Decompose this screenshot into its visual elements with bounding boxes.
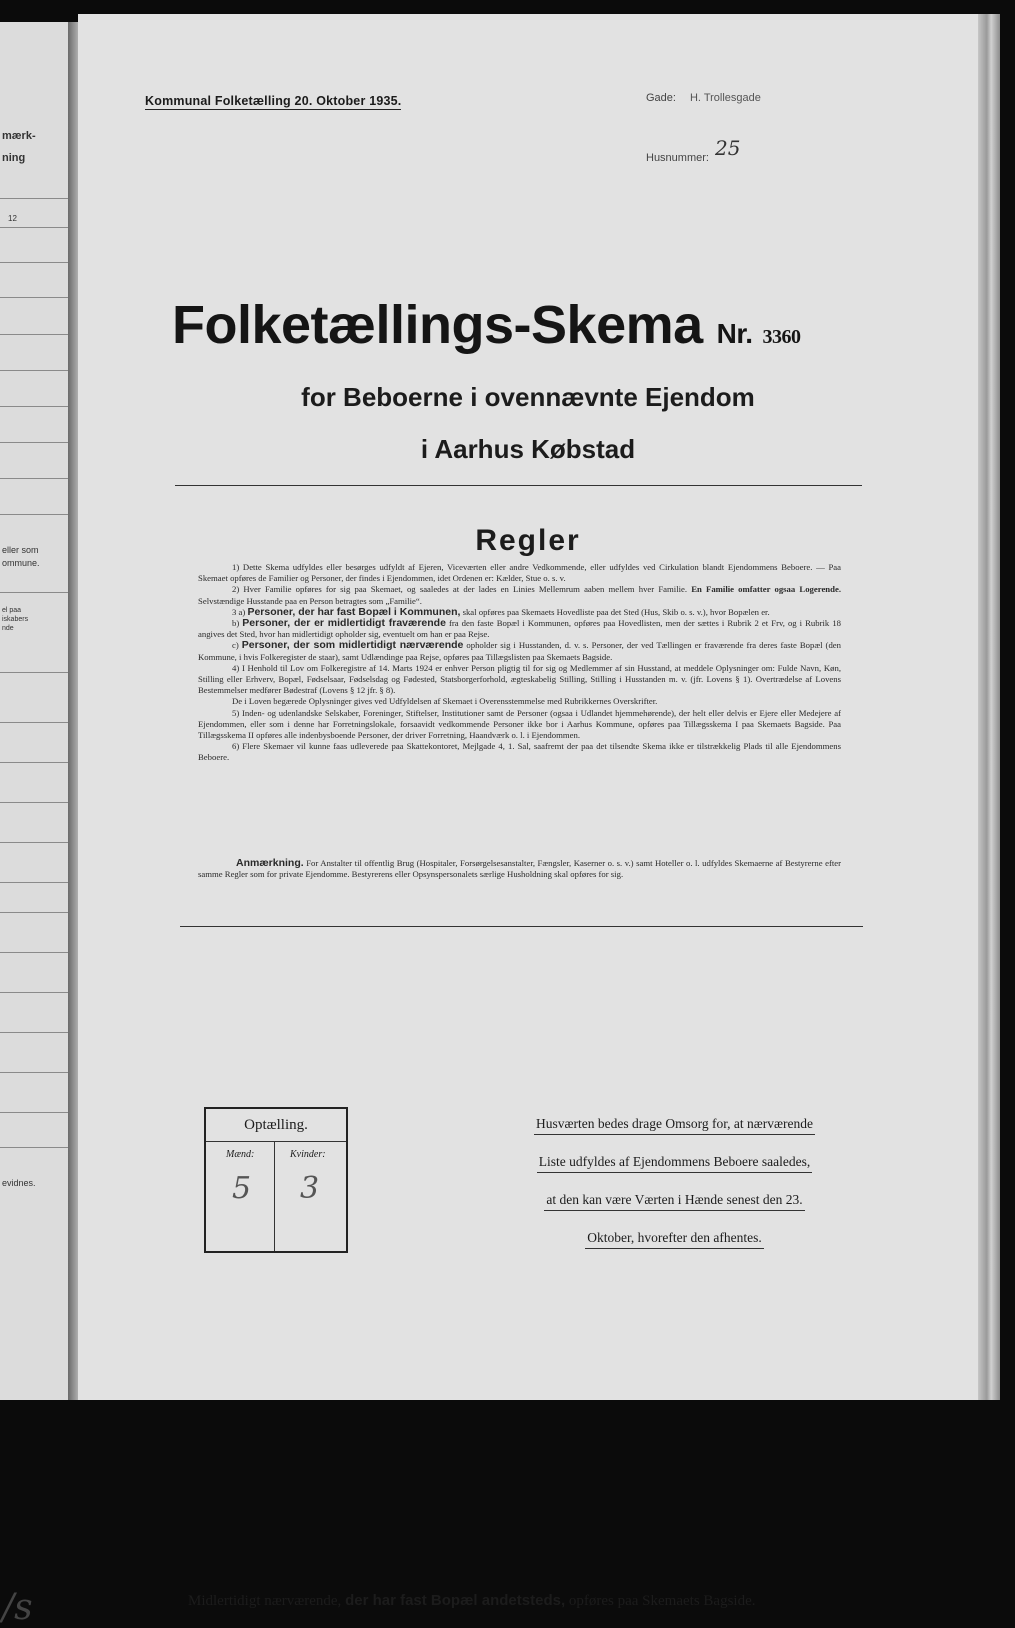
page-edges [978,14,1000,1400]
left-rule [0,722,70,723]
left-rule [0,762,70,763]
rule-2 [198,584,841,606]
remark [198,858,841,880]
footer-text: Midlertidigt nærværende, [188,1593,342,1609]
left-page-handwriting: /s [2,1587,33,1628]
form-title-main: Folketællings-Skema [172,295,703,355]
men-label: Mænd: [226,1149,255,1160]
divider [175,485,862,486]
rule-4: 4) I Henhold til Lov om Folkeregistre af 14. Marts 1924 er enhver Person pligtig til for sig og Medlemmer af sin Husstand, at meddele Oplysninger om: Fulde Navn, Køn, Stilling eller Erhverv, Bopæl, Fødselsaar, Fødselsdag og Fødested, Statsborgerforhold, ægteskabelig Stilling, Stilling i Husstanden m. v. (jfr. Lovens § 1). Overtrædelse af Lovens Bestemmelser medfører Bødestraf (Lovens § 12 jfr. § 8). [198,662,841,696]
notice-line: at den kan være Værten i Hænde senest den 23. [544,1190,804,1211]
rule-3c-text: opholder sig i Husstanden, d. v. s. Personer, der ved Tællingen er fraværende fra deres faste Bopæl (den Kommune, i hvis Folkeregister de staar), samt Udlændinge paa Rejse, opføres paa Tillægslisten paa Skemaets Bagside. [198,640,841,662]
rule-3c [198,640,841,662]
divider [180,926,863,927]
left-page-text: el paa [2,607,22,614]
left-rule [0,992,70,993]
remark-label: Anmærkning. [236,857,304,869]
footer-bold: der har fast Bopæl andetsteds, [345,1592,566,1609]
rule-6: 6) Flere Skemaer vil kunne faas udleverede paa Skattekontoret, Mejlgade 4, 1. Sal, saafremt der paa det tilsendte Skema ikke er tilstrækkelig Plads til alle Ejendommens Beboere. [198,741,841,763]
rule-5: 5) Inden- og udenlandske Selskaber, Foreninger, Stiftelser, Institutioner samt de Personer (ogsaa i Udlandet hjemmehørende), der helt eller delvis er Ejere eller Medejere af Ejendommen, eller som i denne har Forretningslokale, forsaavidt vedkommende Personer ikke bor i Aarhus Kommune, opføres paa Tillægsskema I paa Skemaets Bagside. Paa Tillægsskema II opføres alle indenbysboende Personer, der driver Forretning, Haandværk o. l. i Ejendommen. [198,707,841,741]
left-rule [0,198,70,199]
footer-note [188,1592,756,1610]
notice-line: Husværten bedes drage Omsorg for, at nærværende [534,1114,815,1135]
rule-3b-text: fra den faste Bopæl i Kommunen, opføres paa Hovedlisten, men der sættes i Rubrik 2 et Frv, og i Rubrik 18 angives det Sted, hvor han midlertidigt opholder sig, eventuelt om han er paa Rejse. [198,618,842,640]
left-rule [0,370,70,371]
left-rule [0,1032,70,1033]
left-rule [0,442,70,443]
rule-3b-heading: Personer, der er midlertidigt fraværende [242,617,446,630]
street-label: Gade: [646,92,676,104]
left-page-text: ning [2,152,26,164]
left-rule [0,406,70,407]
left-page-text: 12 [8,214,17,223]
street-field [646,92,761,104]
form-subtitle-2: i Aarhus Købstad [420,434,636,464]
rules-text [198,562,841,764]
left-page-text: eller som [2,545,39,555]
women-label: Kvinder: [290,1149,326,1160]
census-form-page [78,14,978,1609]
left-page-text: mærk- [2,130,36,142]
left-rule [0,1147,70,1148]
left-page-text: evidnes. [2,1178,36,1188]
notice-line: Liste udfyldes af Ejendommens Beboere saaledes, [537,1152,812,1173]
street-value: H. Trollesgade [689,92,761,104]
rule-2-text: 2) Hver Familie opføres for sig paa Skemaet, og saaledes at der lades en Linies Mellemrum aaben mellem hver Familie. [232,584,688,595]
women-count: 3 [300,1171,320,1206]
notice-line: Oktober, hvorefter den afhentes. [585,1228,764,1249]
rule-2-text-b: Selvstændige Husstande paa en Person betragtes som „Familie“. [198,595,422,606]
form-title [172,294,801,356]
rule-3b [198,618,841,640]
left-rule [0,952,70,953]
remark-text: For Anstalter til offentlig Brug (Hospitaler, Forsørgelsesanstalter, Fængsler, Kaserner o. s. v.) samt Hoteller o. l. udfyldes Skemaerne af Bestyrerne efter samme Regler som for private Ejendomme. Bestyrerens eller Opsynspersonalets særlige Husholdning skal opføres for sig. [198,858,841,880]
left-rule [0,478,70,479]
left-rule [0,1072,70,1073]
count-box-title: Optælling. [206,1109,346,1142]
remark-paragraph [198,858,841,880]
rules-heading: Regler [475,524,581,557]
left-page-text: iskabers [2,616,29,623]
left-rule [0,672,70,673]
rule-3c-heading: Personer, der som midlertidigt nærværende [241,639,464,652]
rule-4b: De i Loven begærede Oplysninger gives ved Udfyldelsen af Skemaet i Overensstemmelse med Rubrikkernes Overskrifter. [232,696,658,707]
rule-3a-heading: Personer, der har fast Bopæl i Kommunen, [247,605,461,618]
rule-3c-num: c) [232,640,239,651]
left-page-text: nde [2,625,14,632]
rule-2-bold: En Familie omfatter ogsaa Logerende. [691,584,842,595]
rule-1: 1) Dette Skema udfyldes eller besørges udfyldt af Ejeren, Viceværten eller andre Vedkommende, eller udfyldes ved Cirkulation blandt Ejendommens Beboere. — Paa Skemaet opføres de Familier og Personer, der findes i Ejendommen, idet Ordenen er: Kælder, Stue o. s. v. [198,562,841,584]
left-page-fragment [0,22,70,1628]
left-rule [0,912,70,913]
left-page-text: ommune. [2,558,40,568]
count-box [204,1107,348,1253]
left-rule [0,297,70,298]
left-rule [0,842,70,843]
rule-3b-num: b) [232,618,240,629]
men-count: 5 [232,1171,252,1206]
house-number-field [646,136,741,166]
count-box-separator [274,1141,275,1251]
house-number-label: Husnummer: [646,152,709,164]
left-rule [0,514,70,515]
census-header: Kommunal Folketælling 20. Oktober 1935. [145,94,402,108]
form-subtitle-1: for Beboerne i ovennævnte Ejendom [301,382,755,412]
left-rule [0,882,70,883]
footer-text-end: opføres paa Skemaets Bagside. [568,1593,756,1609]
left-rule [0,334,70,335]
left-rule [0,592,70,593]
rule-3a-text: skal opføres paa Skemaets Hovedliste paa det Sted (Hus, Skib o. s. v.), hvor Bopælen er. [462,606,770,617]
form-number-label: Nr. [716,318,753,349]
left-rule [0,227,70,228]
rule-3a-num: 3 a) [232,606,246,617]
landlord-notice [506,1108,843,1260]
left-rule [0,1112,70,1113]
house-number-value: 25 [714,136,741,160]
left-rule [0,262,70,263]
form-number-value: 3360 [762,326,801,348]
left-rule [0,802,70,803]
